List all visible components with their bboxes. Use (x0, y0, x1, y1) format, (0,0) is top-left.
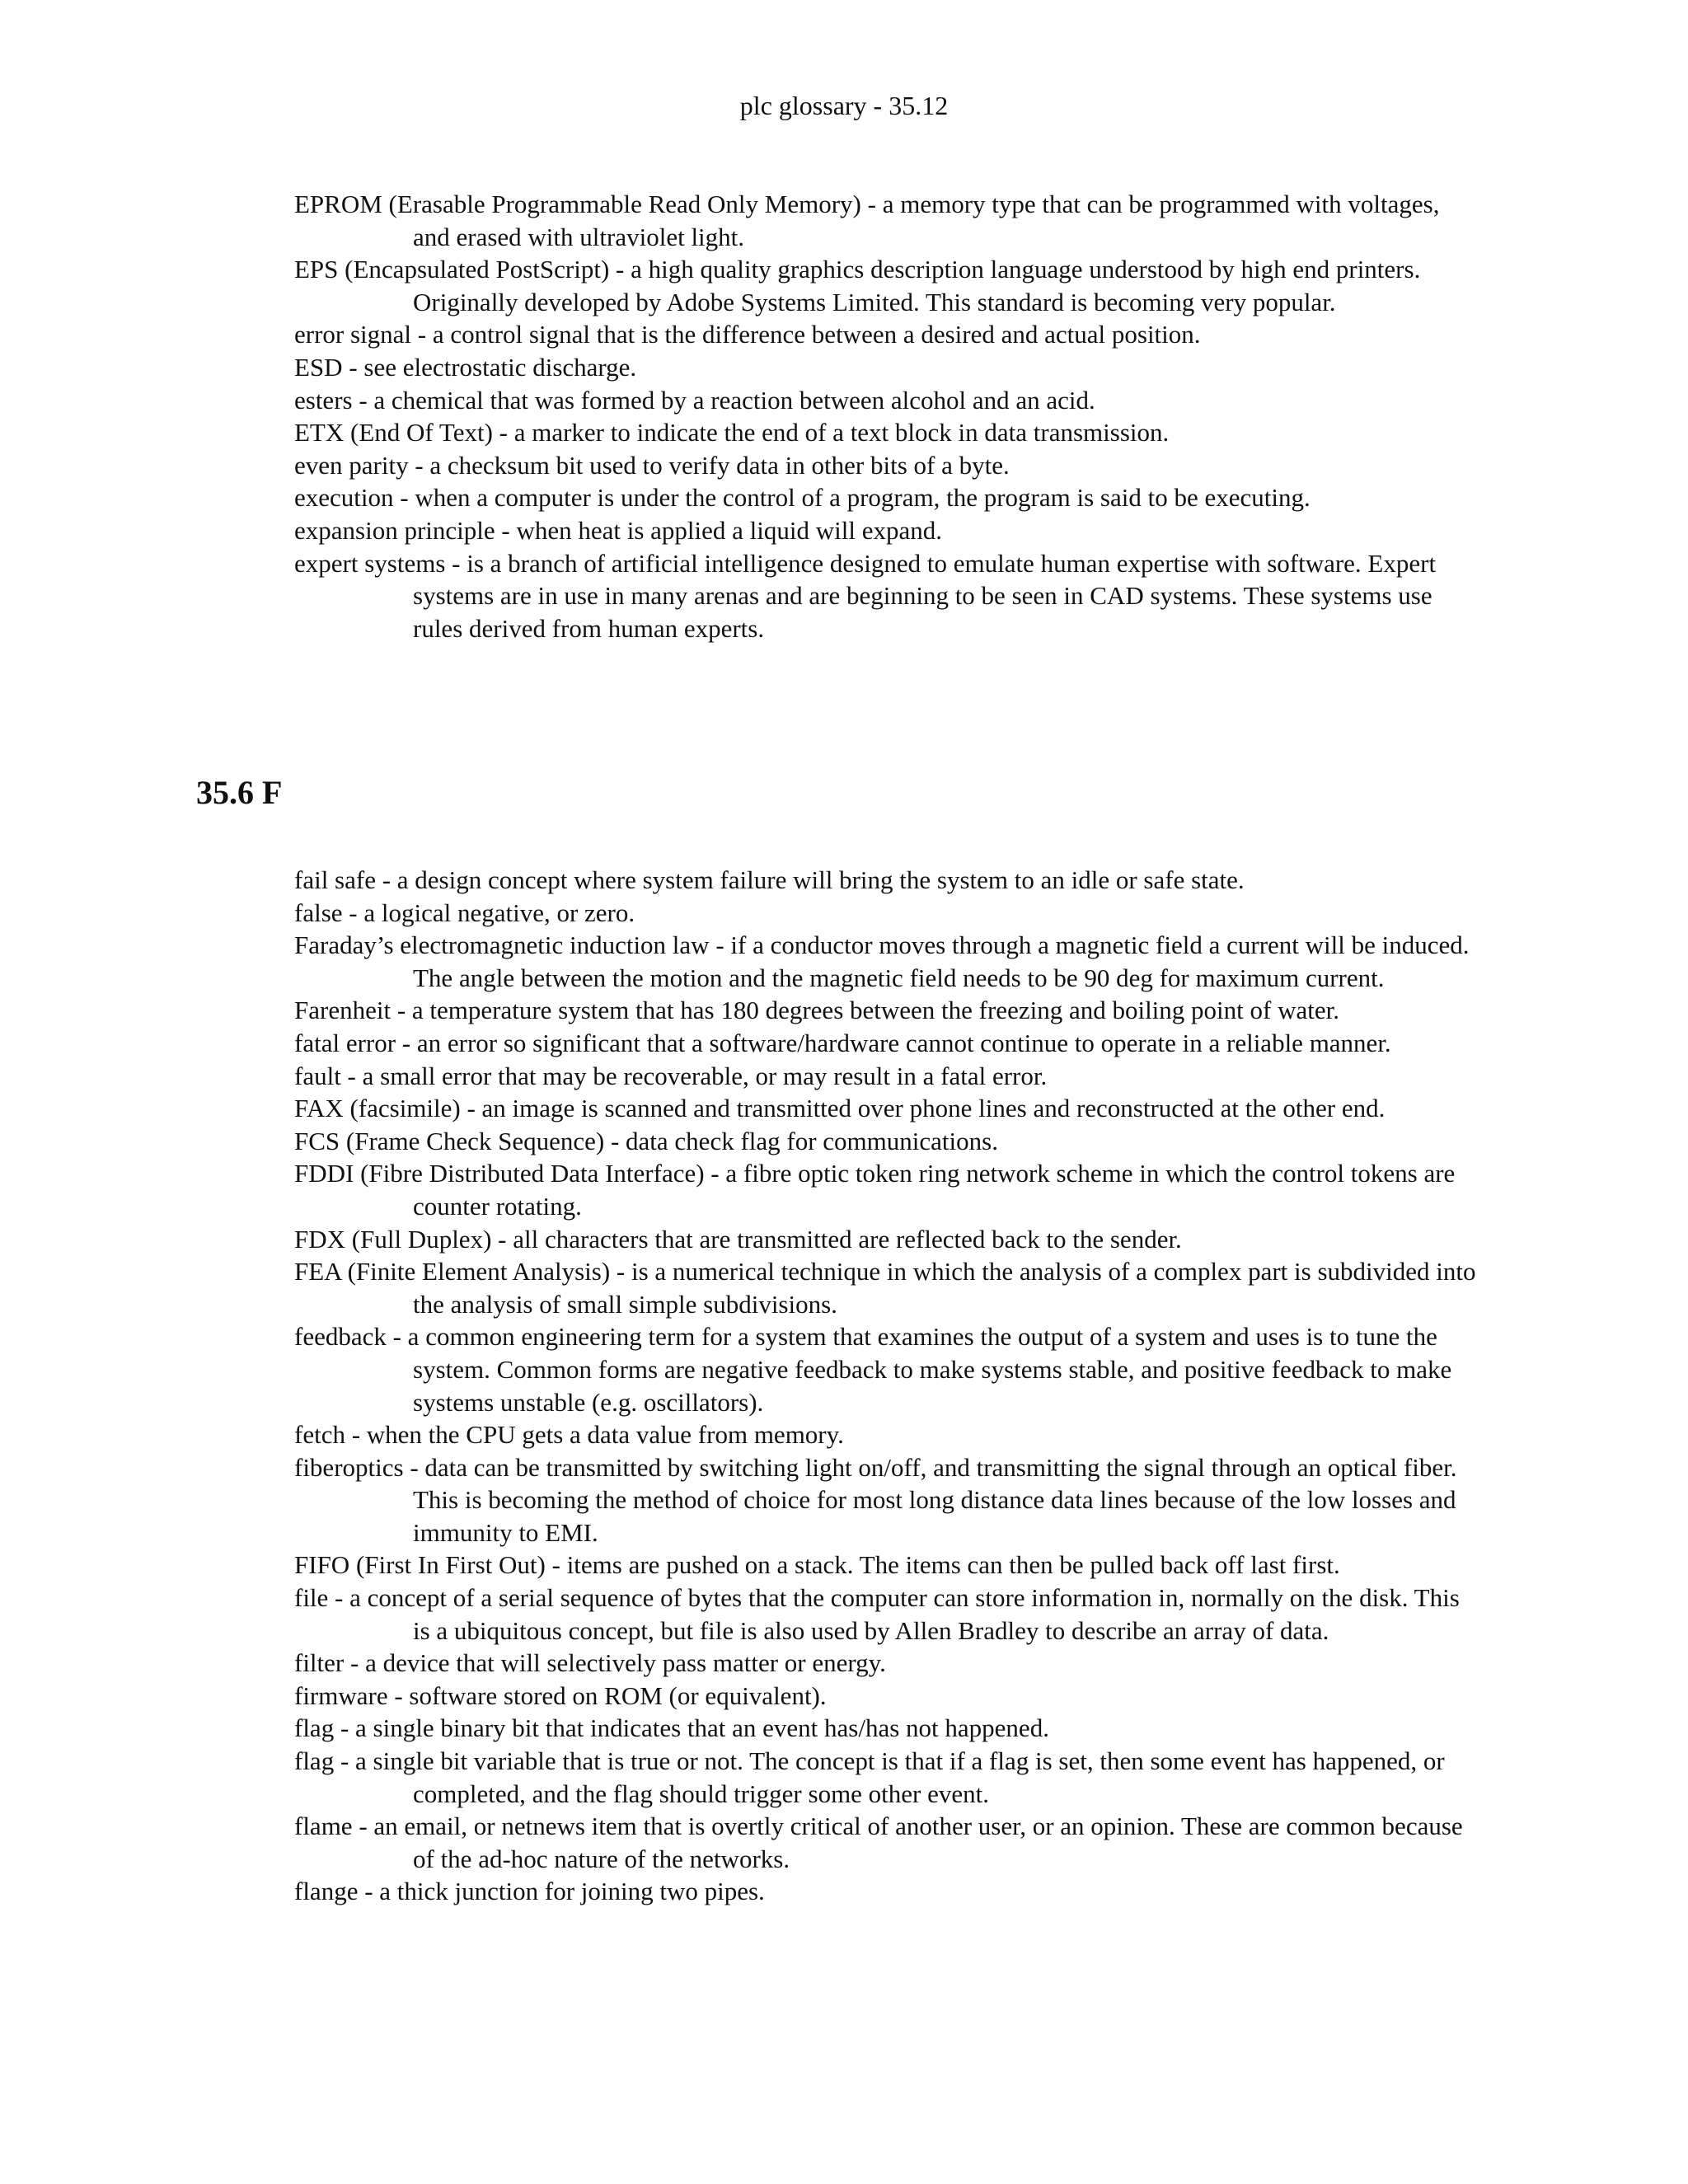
glossary-entry: execution - when a computer is under the control of a program, the program is said to be executing. (294, 483, 1311, 513)
glossary-entry: FAX (facsimile) - an image is scanned and transmitted over phone lines and reconstructed at the other end. (294, 1094, 1386, 1123)
glossary-entry: flame - an email, or netnews item that is overtly critical of another user, or an opinion. These are common because of the ad-hoc nature of the networks. (294, 1811, 1463, 1873)
glossary-entry: false - a logical negative, or zero. (294, 898, 635, 927)
glossary-entry: flag - a single binary bit that indicates that an event has/has not happened. (294, 1713, 1049, 1743)
glossary-entry: fail safe - a design concept where system failure will bring the system to an idle or safe state. (294, 865, 1245, 894)
glossary-entry: feedback - a common engineering term for a system that examines the output of a system and uses is to tune the system. Common forms are negative feedback to make systems stable, and positive feedback to make systems unstable (e.g. oscillators). (294, 1322, 1452, 1417)
glossary-entry: firmware - software stored on ROM (or equivalent). (294, 1680, 827, 1710)
glossary-entry: fiberoptics - data can be transmitted by switching light on/off, and transmitting the signal through an optical fiber. This is becoming the method of choice for most long distance data lines because of the low losses and immunity to EMI. (294, 1452, 1457, 1547)
glossary-entry: FDDI (Fibre Distributed Data Interface) - a fibre optic token ring network scheme in which the control tokens are counter rotating. (294, 1159, 1456, 1221)
glossary-entry: flange - a thick junction for joining two pipes. (294, 1877, 765, 1906)
glossary-entry: Faraday’s electromagnetic induction law - if a conductor moves through a magnetic field a current will be induced. The angle between the motion and the magnetic field needs to be 90 deg for maximum current. (294, 930, 1470, 992)
glossary-list-f (294, 864, 1481, 1908)
glossary-entry: file - a concept of a serial sequence of bytes that the computer can store information in, normally on the disk. This is a ubiquitous concept, but file is also used by Allen Bradley to describe an array of data. (294, 1583, 1460, 1645)
glossary-entry: expert systems - is a branch of artificial intelligence designed to emulate human expertise with software. Expert systems are in use in many arenas and are beginning to be seen in CAD systems. These systems use rules derived from human experts. (294, 548, 1437, 643)
glossary-list-e (294, 188, 1481, 644)
page-header: plc glossary - 35.12 (739, 91, 949, 120)
glossary-entry: ETX (End Of Text) - a marker to indicate the end of a text block in data transmission. (294, 418, 1170, 448)
glossary-entry: ESD - see electrostatic discharge. (294, 352, 637, 382)
glossary-entry: FIFO (First In First Out) - items are pushed on a stack. The items can then be pulled back off last first. (294, 1550, 1340, 1580)
glossary-entry: EPS (Encapsulated PostScript) - a high quality graphics description language understood by high end printers. Originally developed by Adobe Systems Limited. This standard is becoming very popular. (294, 255, 1421, 316)
glossary-entry: FDX (Full Duplex) - all characters that are transmitted are reflected back to the sender. (294, 1224, 1182, 1254)
glossary-entry: FEA (Finite Element Analysis) - is a numerical technique in which the analysis of a complex part is subdivided into the analysis of small simple subdivisions. (294, 1257, 1476, 1319)
glossary-entry: FCS (Frame Check Sequence) - data check flag for communications. (294, 1126, 998, 1155)
glossary-entry: expansion principle - when heat is applied a liquid will expand. (294, 515, 942, 545)
glossary-entry: even parity - a checksum bit used to verify data in other bits of a byte. (294, 450, 1010, 480)
glossary-entry: flag - a single bit variable that is true or not. The concept is that if a flag is set, then some event has happened, or completed, and the flag should trigger some other event. (294, 1746, 1445, 1808)
glossary-entry: error signal - a control signal that is the difference between a desired and actual position. (294, 320, 1201, 349)
glossary-entry: Farenheit - a temperature system that has 180 degrees between the freezing and boiling point of water. (294, 996, 1339, 1025)
glossary-entry: EPROM (Erasable Programmable Read Only Memory) - a memory type that can be programmed with voltages, and erased with ultraviolet light. (294, 190, 1440, 251)
glossary-entry: fatal error - an error so significant that a software/hardware cannot continue to operate in a reliable manner. (294, 1028, 1391, 1057)
glossary-entry: fault - a small error that may be recoverable, or may result in a fatal error. (294, 1061, 1048, 1090)
glossary-entry: fetch - when the CPU gets a data value from memory. (294, 1420, 844, 1450)
glossary-entry: esters - a chemical that was formed by a reaction between alcohol and an acid. (294, 385, 1095, 415)
glossary-entry: filter - a device that will selectively pass matter or energy. (294, 1648, 886, 1678)
section-heading: 35.6 F (196, 774, 283, 811)
